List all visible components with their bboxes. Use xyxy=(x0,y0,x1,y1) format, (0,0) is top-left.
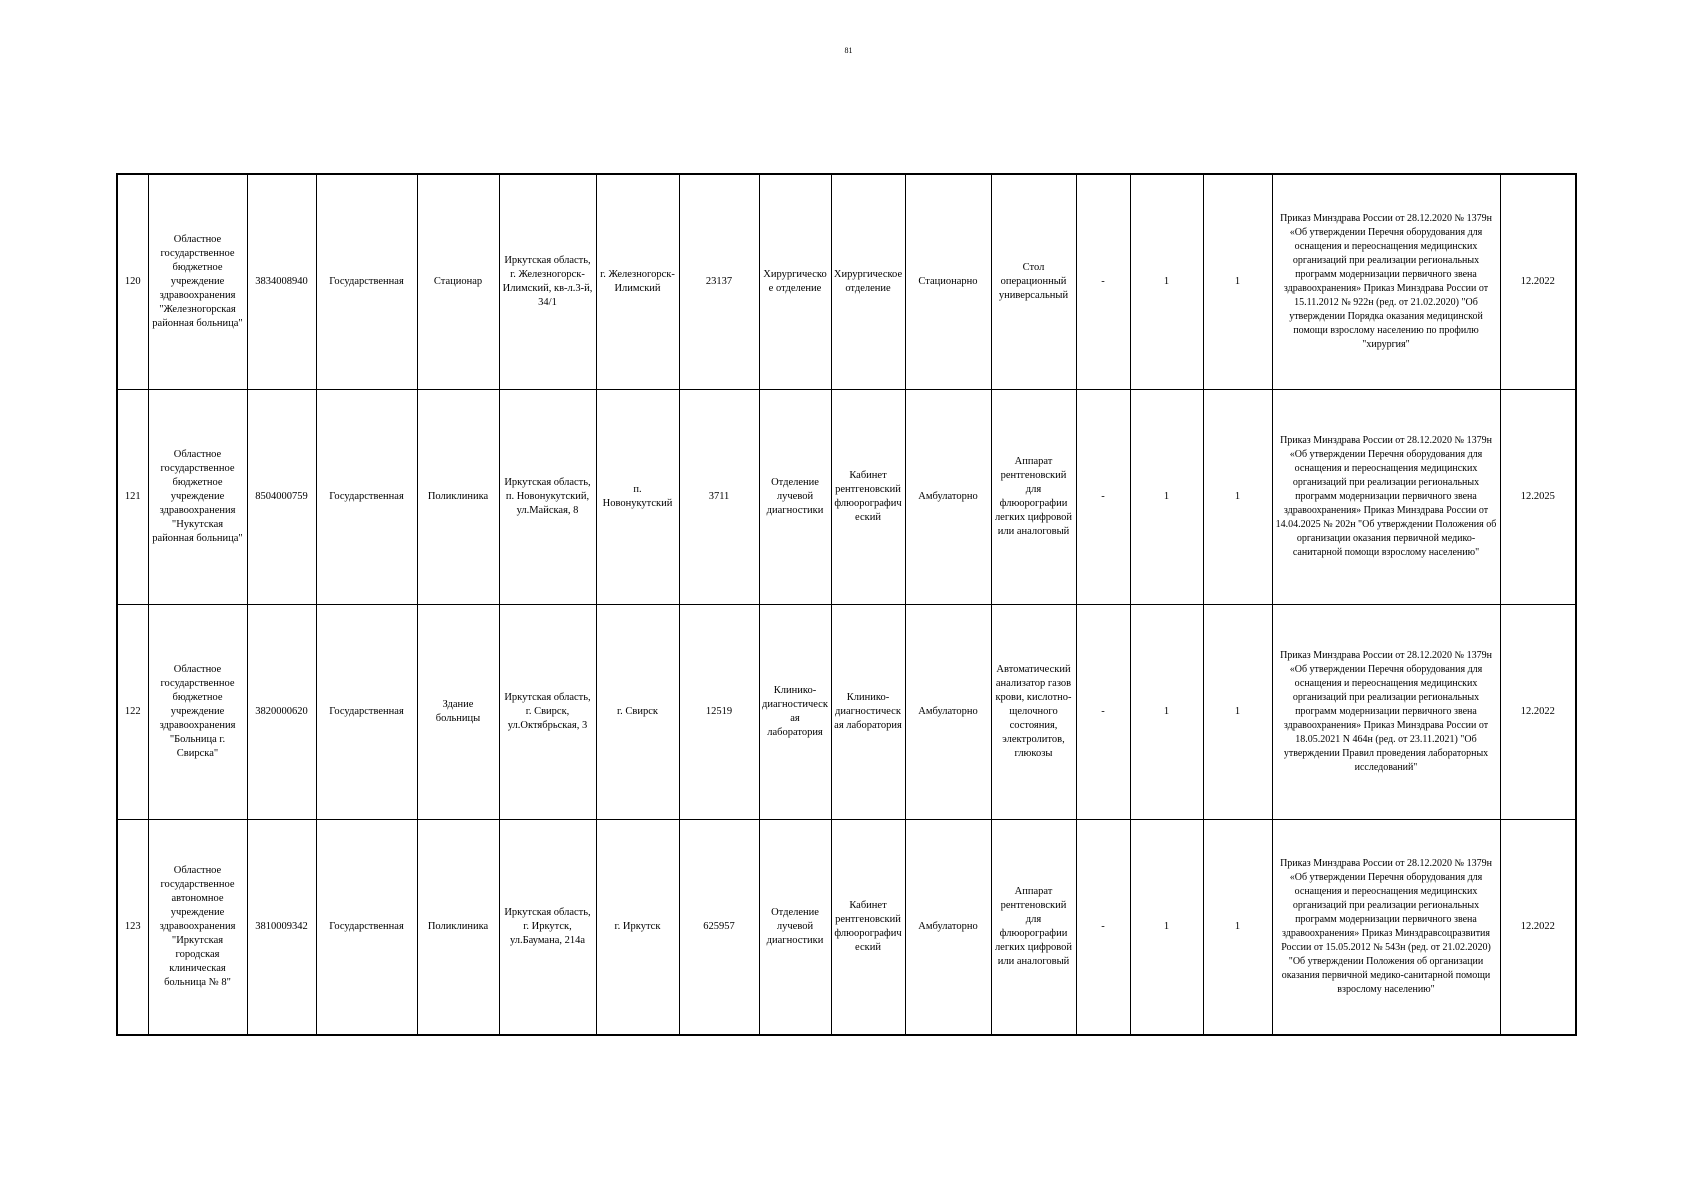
total-quantity: 1 xyxy=(1203,390,1272,605)
organization-inn: 3810009342 xyxy=(247,820,316,1036)
care-condition: Амбулаторно xyxy=(905,390,991,605)
facility-type: Стационар xyxy=(417,174,499,390)
table-row xyxy=(117,820,1576,1036)
subdivision: Клинико-диагностическая лаборатория xyxy=(831,605,905,820)
delivery-date: 12.2022 xyxy=(1500,820,1576,1036)
existing-quantity: - xyxy=(1076,605,1130,820)
existing-quantity: - xyxy=(1076,820,1130,1036)
legal-basis: Приказ Минздрава России от 28.12.2020 № 1379н «Об утверждении Перечня оборудования для оснащения и переоснащения медицинских организаций при реализации региональных программ модернизации первичного звена здравоохранения» Приказ Минздрава России от 15.11.2012 № 922н (ред. от 21.02.2020) "Об утверждении Порядка оказания медицинской помощи взрослому населению по профилю "хирургия" xyxy=(1272,174,1500,390)
needed-quantity: 1 xyxy=(1130,820,1203,1036)
facility-address: Иркутская область, г. Железногорск-Илимский, кв-л.3-й, 34/1 xyxy=(499,174,596,390)
population: 625957 xyxy=(679,820,759,1036)
population: 12519 xyxy=(679,605,759,820)
department: Хирургическое отделение xyxy=(759,174,831,390)
facility-address: Иркутская область, г. Иркутск, ул.Баумана, 214а xyxy=(499,820,596,1036)
equipment-name: Стол операционный универсальный xyxy=(991,174,1076,390)
existing-quantity: - xyxy=(1076,390,1130,605)
care-condition: Амбулаторно xyxy=(905,605,991,820)
facility-address: Иркутская область, г. Свирск, ул.Октябрьская, 3 xyxy=(499,605,596,820)
subdivision: Кабинет рентгеновский флюорографический xyxy=(831,390,905,605)
locality: г. Железногорск-Илимский xyxy=(596,174,679,390)
ownership-form: Государственная xyxy=(316,820,417,1036)
legal-basis: Приказ Минздрава России от 28.12.2020 № 1379н «Об утверждении Перечня оборудования для оснащения и переоснащения медицинских организаций при реализации региональных программ модернизации первичного звена здравоохранения» Приказ Минздравсоцразвития России от 15.05.2012 № 543н (ред. от 21.02.2020) "Об утверждении Положения об организации оказания первичной медико-санитарной помощи взрослому населению" xyxy=(1272,820,1500,1036)
total-quantity: 1 xyxy=(1203,174,1272,390)
population: 23137 xyxy=(679,174,759,390)
row-number: 123 xyxy=(117,820,148,1036)
legal-basis: Приказ Минздрава России от 28.12.2020 № 1379н «Об утверждении Перечня оборудования для оснащения и переоснащения медицинских организаций при реализации региональных программ модернизации первичного звена здравоохранения» Приказ Минздрава России от 14.04.2025 № 202н "Об утверждении Положения об организации оказания первичной медико-санитарной помощи взрослому населению" xyxy=(1272,390,1500,605)
ownership-form: Государственная xyxy=(316,605,417,820)
facility-type: Здание больницы xyxy=(417,605,499,820)
table-row xyxy=(117,174,1576,390)
equipment-name: Аппарат рентгеновский для флюорографии легких цифровой или аналоговый xyxy=(991,820,1076,1036)
population: 3711 xyxy=(679,390,759,605)
equipment-name: Аппарат рентгеновский для флюорографии легких цифровой или аналоговый xyxy=(991,390,1076,605)
organization-inn: 3820000620 xyxy=(247,605,316,820)
equipment-registry-table xyxy=(116,173,1577,1036)
delivery-date: 12.2025 xyxy=(1500,390,1576,605)
ownership-form: Государственная xyxy=(316,390,417,605)
delivery-date: 12.2022 xyxy=(1500,605,1576,820)
organization-name: Областное государственное бюджетное учреждение здравоохранения "Железногорская районная больница" xyxy=(148,174,247,390)
facility-type: Поликлиника xyxy=(417,820,499,1036)
page-number: 81 xyxy=(844,46,853,55)
row-number: 122 xyxy=(117,605,148,820)
needed-quantity: 1 xyxy=(1130,174,1203,390)
row-number: 120 xyxy=(117,174,148,390)
needed-quantity: 1 xyxy=(1130,605,1203,820)
total-quantity: 1 xyxy=(1203,605,1272,820)
department: Отделение лучевой диагностики xyxy=(759,820,831,1036)
department: Клинико-диагностическая лаборатория xyxy=(759,605,831,820)
organization-name: Областное государственное автономное учреждение здравоохранения "Иркутская городская клиническая больница № 8" xyxy=(148,820,247,1036)
needed-quantity: 1 xyxy=(1130,390,1203,605)
organization-inn: 8504000759 xyxy=(247,390,316,605)
facility-address: Иркутская область, п. Новонукутский, ул.Майская, 8 xyxy=(499,390,596,605)
total-quantity: 1 xyxy=(1203,820,1272,1036)
legal-basis: Приказ Минздрава России от 28.12.2020 № 1379н «Об утверждении Перечня оборудования для оснащения и переоснащения медицинских организаций при реализации региональных программ модернизации первичного звена здравоохранения» Приказ Минздрава России от 18.05.2021 N 464н (ред. от 23.11.2021) "Об утверждении Правил проведения лабораторных исследований" xyxy=(1272,605,1500,820)
facility-type: Поликлиника xyxy=(417,390,499,605)
subdivision: Кабинет рентгеновский флюорографический xyxy=(831,820,905,1036)
existing-quantity: - xyxy=(1076,174,1130,390)
ownership-form: Государственная xyxy=(316,174,417,390)
department: Отделение лучевой диагностики xyxy=(759,390,831,605)
row-number: 121 xyxy=(117,390,148,605)
care-condition: Амбулаторно xyxy=(905,820,991,1036)
organization-name: Областное государственное бюджетное учреждение здравоохранения "Больница г. Свирска" xyxy=(148,605,247,820)
delivery-date: 12.2022 xyxy=(1500,174,1576,390)
subdivision: Хирургическое отделение xyxy=(831,174,905,390)
organization-name: Областное государственное бюджетное учреждение здравоохранения "Нукутская районная больница" xyxy=(148,390,247,605)
table-row xyxy=(117,605,1576,820)
organization-inn: 3834008940 xyxy=(247,174,316,390)
locality: г. Свирск xyxy=(596,605,679,820)
equipment-name: Автоматический анализатор газов крови, кислотно-щелочного состояния, электролитов, глюкозы xyxy=(991,605,1076,820)
table-row xyxy=(117,390,1576,605)
care-condition: Стационарно xyxy=(905,174,991,390)
locality: г. Иркутск xyxy=(596,820,679,1036)
locality: п. Новонукутский xyxy=(596,390,679,605)
